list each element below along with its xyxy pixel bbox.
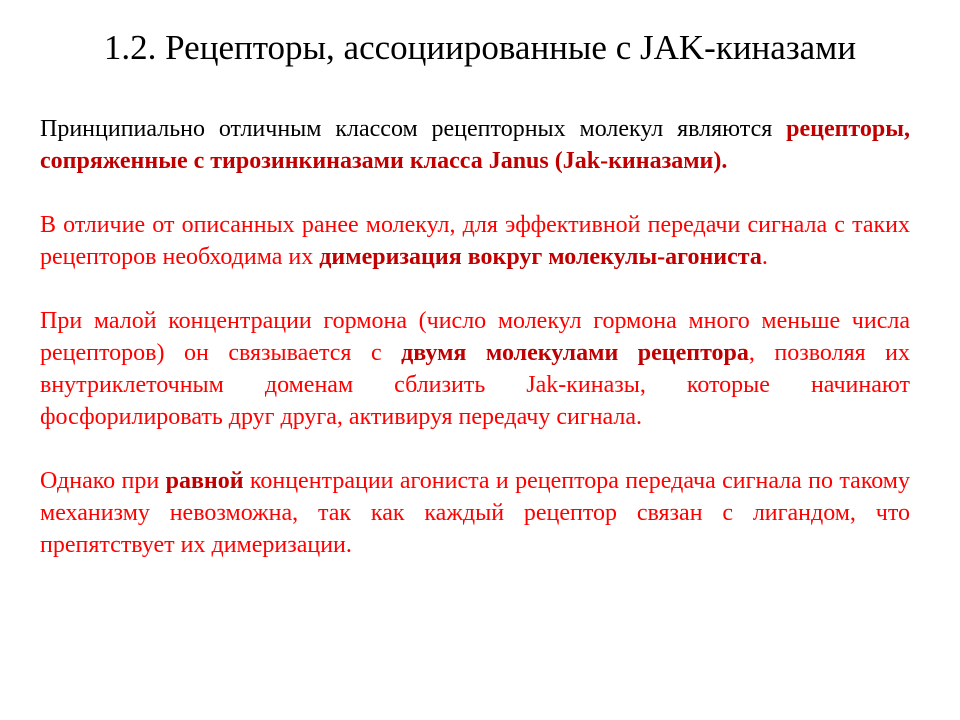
slide-title: 1.2. Рецепторы, ассоциированные с JAK-киназами — [103, 28, 857, 67]
paragraph-2 — [40, 209, 910, 273]
paragraph-4 — [40, 465, 910, 561]
paragraph-3-text-b: , позволяя их внутриклеточным доменам сблизить Jak-киназы, которые начинают фосфорилировать друг друга, активируя передачу сигнала. — [40, 340, 910, 430]
paragraph-3-highlight: двумя молекулами рецептора — [401, 340, 749, 366]
paragraph-3 — [40, 305, 910, 433]
paragraph-4-text-b: концентрации агониста и рецептора передача сигнала по такому механизму невозможна, так как каждый рецептор связан с лигандом, что препятствует их димеризации. — [40, 468, 910, 558]
paragraph-2-text-a: В отличие от описанных ранее молекул, для эффективной передачи сигнала с таких рецепторов необходима их — [40, 212, 910, 270]
paragraph-1-highlight: рецепторы, сопряженные с тирозинкиназами класса Janus (Jak-киназами). — [40, 116, 910, 174]
paragraph-4-text-a: Однако при — [40, 468, 166, 494]
paragraph-2-highlight: димеризация вокруг молекулы-агониста — [319, 244, 762, 270]
paragraph-3-text-a: При малой концентрации гормона (число молекул гормона много меньше числа рецепторов) он связывается с — [40, 308, 910, 366]
paragraph-1 — [40, 113, 910, 177]
paragraph-4-highlight: равной — [165, 468, 244, 494]
paragraph-2-text-b: . — [761, 244, 768, 270]
slide-body — [40, 113, 910, 561]
paragraph-1-text: Принципиально отличным классом рецепторных молекул являются — [40, 116, 787, 142]
